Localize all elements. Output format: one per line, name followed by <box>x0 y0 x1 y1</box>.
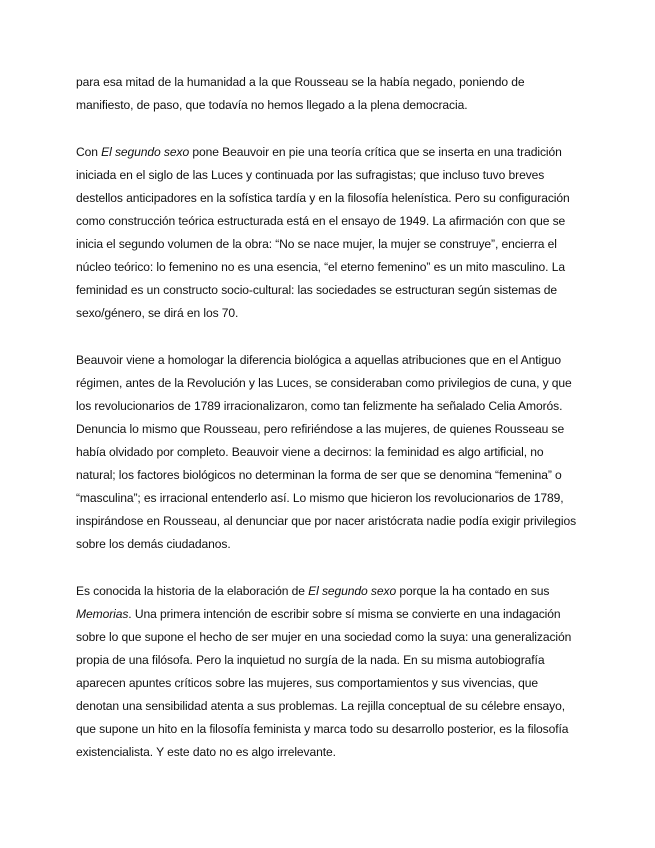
text-run: destellos anticipadores en la sofística tardía y en la filosofía helenística. Pero su configuración <box>76 191 570 205</box>
paragraph-3 <box>76 349 596 556</box>
text-run: Beauvoir viene a homologar la diferencia biológica a aquellas atribuciones que en el Antiguo <box>76 353 561 367</box>
text-line <box>76 464 596 487</box>
text-line <box>76 210 596 233</box>
text-run: Denuncia lo mismo que Rousseau, pero refiriéndose a las mujeres, de quienes Rousseau se <box>76 422 565 436</box>
text-run: para esa mitad de la humanidad a la que Rousseau se la había negado, poniendo de <box>76 75 525 89</box>
text-line <box>76 580 596 603</box>
text-line <box>76 164 596 187</box>
text-run: feminidad es un constructo socio-cultural: las sociedades se estructuran según sistemas de <box>76 283 558 297</box>
text-line <box>76 695 596 718</box>
paragraph-1 <box>76 71 596 117</box>
text-line <box>76 349 596 372</box>
text-run: Es conocida la historia de la elaboración de <box>76 584 309 598</box>
text-run: existencialista. Y este dato no es algo irrelevante. <box>76 745 336 759</box>
text-line <box>76 372 596 395</box>
text-line <box>76 187 596 210</box>
text-run: núcleo teórico: lo femenino no es una esencia, “el eterno femenino” es un mito masculino. La <box>76 260 565 274</box>
text-line <box>76 279 596 302</box>
text-run: propia de una filósofa. Pero la inquietud no surgía de la nada. En su misma autobiografía <box>76 653 545 667</box>
text-line <box>76 441 596 464</box>
text-line <box>76 649 596 672</box>
text-run: los revolucionarios de 1789 irracionalizaron, como tan felizmente ha señalado Celia Amorós. <box>76 399 563 413</box>
text-line <box>76 94 596 117</box>
text-line <box>76 533 596 556</box>
text-run: inspirándose en Rousseau, al denunciar que por nacer aristócrata nadie podía exigir privilegios <box>76 514 577 528</box>
text-line <box>76 718 596 741</box>
text-run: . Una primera intención de escribir sobre sí misma se convierte en una indagación <box>128 607 561 621</box>
text-line <box>76 510 596 533</box>
text-run: denotan una sensibilidad atenta a sus problemas. La rejilla conceptual de su célebre ensayo, <box>76 699 565 713</box>
text-line <box>76 603 596 626</box>
text-line <box>76 741 596 764</box>
text-line <box>76 233 596 256</box>
paragraph-2 <box>76 141 596 325</box>
text-run: manifiesto, de paso, que todavía no hemos llegado a la plena democracia. <box>76 98 468 112</box>
text-run: natural; los factores biológicos no determinan la forma de ser que se denomina “femenina” o <box>76 468 562 482</box>
text-run: aparecen apuntes críticos sobre las mujeres, sus comportamientos y sus vivencias, que <box>76 676 539 690</box>
book-title-italic: El segundo sexo <box>101 145 190 159</box>
text-line <box>76 418 596 441</box>
text-run: sobre los demás ciudadanos. <box>76 537 231 551</box>
book-title-italic: El segundo sexo <box>308 584 397 598</box>
text-run: “masculina”; es irracional entenderlo así. Lo mismo que hicieron los revolucionarios de 1789, <box>76 491 564 505</box>
text-run: pone Beauvoir en pie una teoría crítica que se inserta en una tradición <box>189 145 562 159</box>
text-run: Con <box>76 145 102 159</box>
text-run: sexo/género, se dirá en los 70. <box>76 306 239 320</box>
text-line <box>76 141 596 164</box>
text-run: como construcción teórica estructurada está en el ensayo de 1949. La afirmación con que se <box>76 214 566 228</box>
text-run: sobre lo que supone el hecho de ser mujer en una sociedad como la suya: una generalización <box>76 630 572 644</box>
book-title-italic: Memorias <box>76 607 129 621</box>
paragraph-4 <box>76 580 596 764</box>
text-line <box>76 626 596 649</box>
text-line <box>76 71 596 94</box>
text-line <box>76 672 596 695</box>
text-line <box>76 302 596 325</box>
text-run: inicia el segundo volumen de la obra: “No se nace mujer, la mujer se construye”, encierra el <box>76 237 557 251</box>
text-run: que supone un hito en la filosofía feminista y marca todo su desarrollo posterior, es la filosofía <box>76 722 569 736</box>
text-run: porque la ha contado en sus <box>396 584 550 598</box>
text-line <box>76 395 596 418</box>
text-line <box>76 256 596 279</box>
text-run: régimen, antes de la Revolución y las Luces, se consideraban como privilegios de cuna, y que <box>76 376 572 390</box>
text-run: había olvidado por completo. Beauvoir viene a decirnos: la feminidad es algo artificial, no <box>76 445 544 459</box>
text-run: iniciada en el siglo de las Luces y continuada por las sufragistas; que incluso tuvo breves <box>76 168 545 182</box>
text-line <box>76 487 596 510</box>
